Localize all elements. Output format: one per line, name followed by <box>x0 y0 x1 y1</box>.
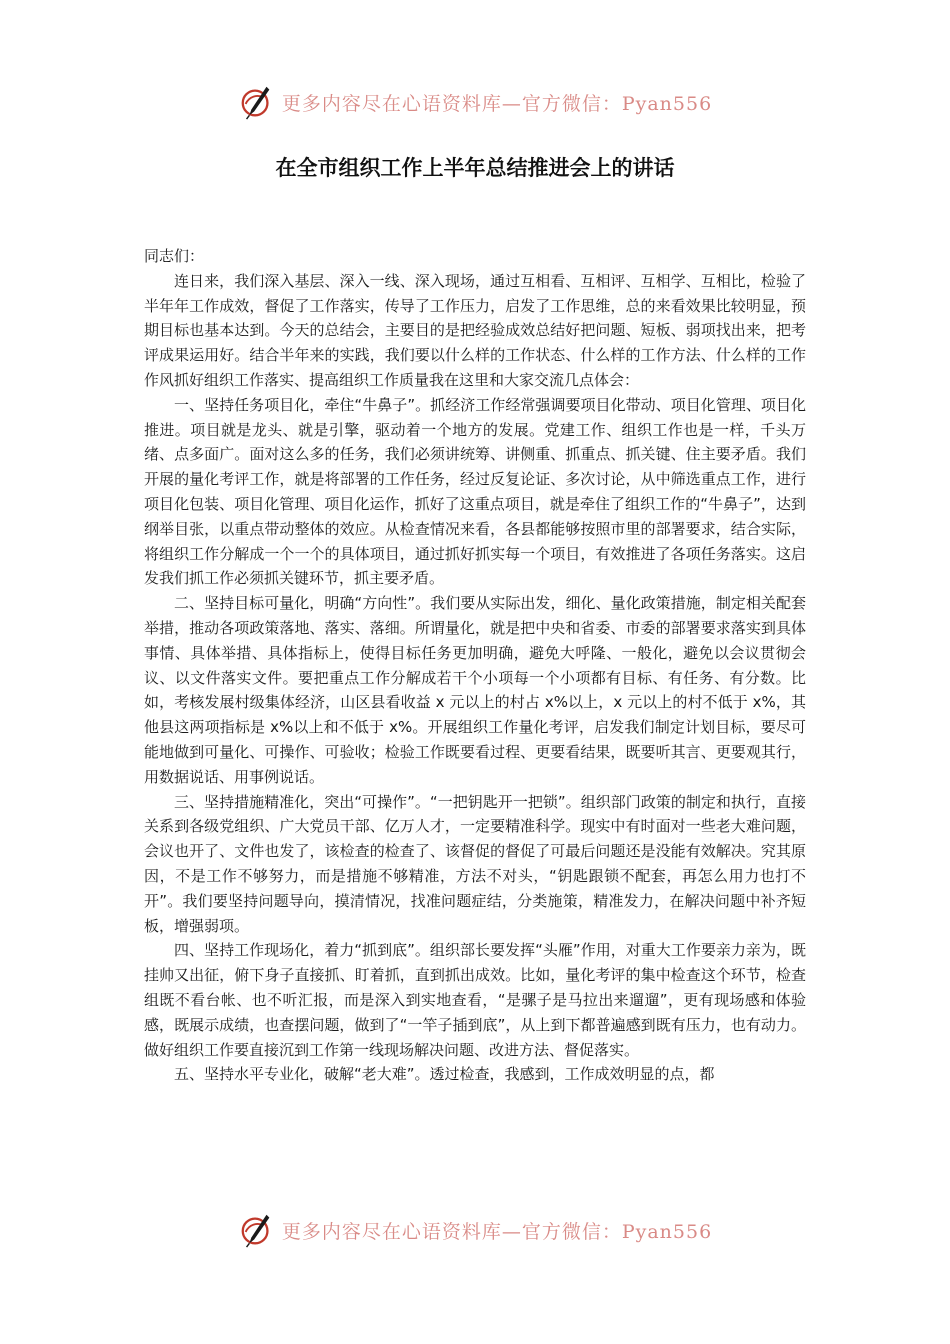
pen-logo-icon <box>238 83 276 121</box>
watermark-text: 更多内容尽在心语资料库—官方微信：Pyan556 <box>281 1220 713 1243</box>
paragraph-point-2: 二、坚持目标可量化，明确“方向性”。我们要从实际出发，细化、量化政策措施，制定相关配套举措，推动各项政策落地、落实、落细。所谓量化，就是把中央和省委、市委的部署要求落实到具体事情、具体举措、具体指标上，使得目标任务更加明确，避免大呼隆、一般化，避免以会议贯彻会议、以文件落实文件。要把重点工作分解成若干个小项每一个小项都有目标、有任务、有分数。比如，考核发展村级集体经济，山区县看收益 x 元以上的村占 x%以上，x 元以上的村不低于 x%，其他县这两项指标是 x%以上和不低于 x%。开展组织工作量化考评，启发我们制定计划目标，要尽可能地做到可量化、可操作、可验收；检验工作既要看过程、更要看结果，既要听其言、更要观其行，用数据说话、用事例说话。 <box>144 594 806 786</box>
header-watermark <box>0 80 950 124</box>
paragraph-point-3: 三、坚持措施精准化，突出“可操作”。“一把钥匙开一把锁”。组织部门政策的制定和执行，直接关系到各级党组织、广大党员干部、亿万人才，一定要精准科学。现实中有时面对一些老大难问题，会议也开了、文件也发了，该检查的检查了、该督促的督促了可最后问题还是没能有效解决。究其原因，不是工作不够努力，而是措施不够精准，方法不对头，“钥匙跟锁不配套，再怎么用力也打不开”。我们要坚持问题导向，摸清情况，找准问题症结，分类施策，精准发力，在解决问题中补齐短板，增强弱项。 <box>144 792 806 935</box>
paragraph-point-5: 五、坚持水平专业化，破解“老大难”。透过检查，我感到，工作成效明显的点，都 <box>174 1065 715 1084</box>
watermark-text: 更多内容尽在心语资料库—官方微信：Pyan556 <box>281 92 713 115</box>
document-title: 在全市组织工作上半年总结推进会上的讲话 <box>275 156 675 180</box>
paragraph-point-1: 一、坚持任务项目化，牵住“牛鼻子”。抓经济工作经常强调要项目化带动、项目化管理、项目化推进。项目就是龙头、就是引擎，驱动着一个地方的发展。党建工作、组织工作也是一样，千头万绪、点多面广。面对这么多的任务，我们必须讲统筹、讲侧重、抓重点、抓关键、住主要矛盾。我们开展的量化考评工作，就是将部署的工作任务，经过反复论证、多次讨论，从中筛选重点工作，进行项目化包装、项目化管理、项目化运作，抓好了这重点项目，就是牵住了组织工作的“牛鼻子”，达到纲举目张，以重点带动整体的效应。从检查情况来看，各县都能够按照市里的部署要求，结合实际，将组织工作分解成一个一个的具体项目，通过抓好抓实每一个项目，有效推进了各项任务落实。这启发我们抓工作必须抓关键环节，抓主要矛盾。 <box>144 395 806 588</box>
footer-watermark <box>0 1208 950 1252</box>
paragraph-point-4: 四、坚持工作现场化，着力“抓到底”。组织部长要发挥“头雁”作用，对重大工作要亲力亲为，既挂帅又出征，俯下身子直接抓、盯着抓，直到抓出成效。比如，量化考评的集中检查这个环节，检查组既不看台帐、也不听汇报，而是深入到实地查看，“是骡子是马拉出来遛遛”，更有现场感和体验感，既展示成绩，也查摆问题，做到了“一竿子插到底”，从上到下都普遍感到既有压力，也有动力。做好组织工作要直接沉到工作第一线现场解决问题、改进方法、督促落实。 <box>144 941 806 1059</box>
salutation: 同志们： <box>144 247 205 265</box>
pen-logo-icon <box>238 1211 276 1249</box>
document-body <box>144 244 806 1087</box>
paragraph-intro: 连日来，我们深入基层、深入一线、深入现场，通过互相看、互相评、互相学、互相比，检验了半年年工作成效，督促了工作落实，传导了工作压力，启发了工作思维，总的来看效果比较明显，预期目标也基本达到。今天的总结会，主要目的是把经验成效总结好把问题、短板、弱项找出来，把考评成果运用好。结合半年来的实践，我们要以什么样的工作状态、什么样的工作方法、什么样的工作作风抓好组织工作落实、提高组织工作质量我在这里和大家交流几点体会： <box>144 271 806 389</box>
